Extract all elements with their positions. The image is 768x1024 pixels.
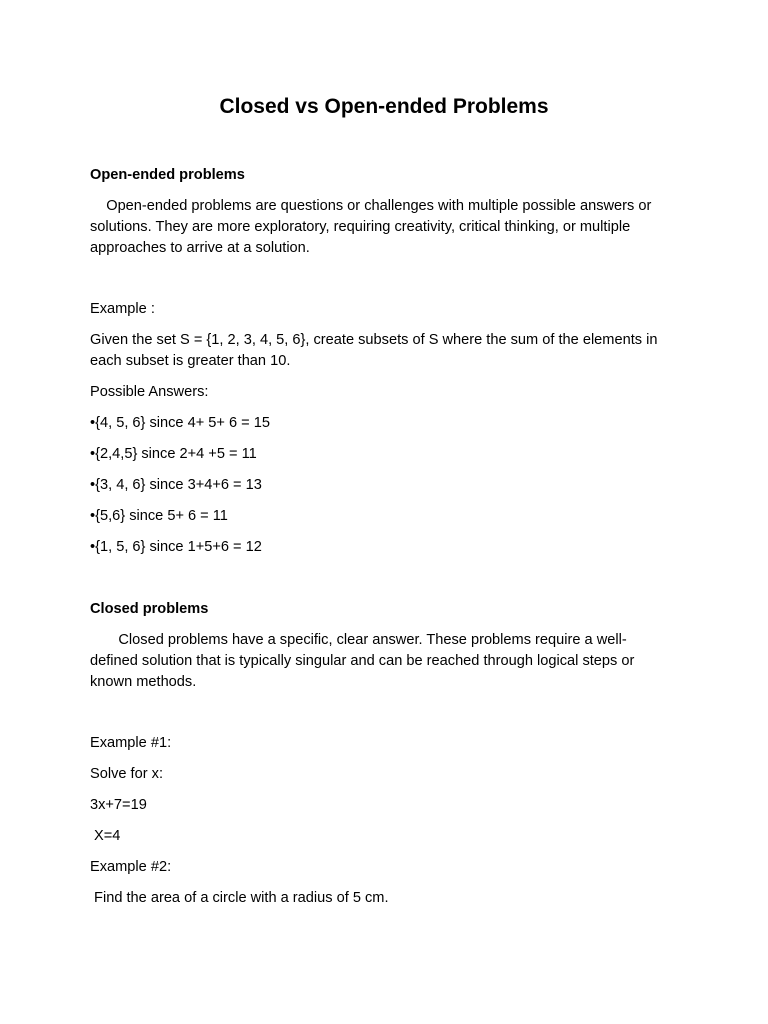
closed-paragraph-line-2: defined solution that is typically singular and can be reached through logical steps or [90, 653, 635, 669]
answer-item-3: •{3, 4, 6} since 3+4+6 = 13 [90, 477, 262, 493]
closed-example2-label: Example #2: [90, 859, 172, 875]
open-ended-paragraph-line-1: Open-ended problems are questions or challenges with multiple possible answers or [90, 198, 652, 214]
open-example-line-1: Given the set S = {1, 2, 3, 4, 5, 6}, create subsets of S where the sum of the elements in [90, 332, 658, 348]
open-ended-paragraph-line-2: solutions. They are more exploratory, requiring creativity, critical thinking, or multiple [90, 219, 631, 235]
closed-paragraph-line-1: Closed problems have a specific, clear answer. These problems require a well- [90, 632, 627, 648]
page-title: Closed vs Open-ended Problems [219, 95, 549, 118]
open-ended-paragraph-line-3: approaches to arrive at a solution. [90, 240, 310, 256]
closed-example1-line-3: X=4 [90, 828, 121, 844]
closed-example1-line-1: Solve for x: [90, 766, 163, 782]
closed-example1-line-2: 3x+7=19 [90, 797, 147, 813]
possible-answers-label: Possible Answers: [90, 384, 209, 400]
open-example-label: Example : [90, 301, 155, 317]
answer-item-1: •{4, 5, 6} since 4+ 5+ 6 = 15 [90, 415, 270, 431]
open-ended-heading: Open-ended problems [90, 167, 245, 183]
closed-example2-text: Find the area of a circle with a radius of 5 cm. [90, 890, 389, 906]
answer-item-4: •{5,6} since 5+ 6 = 11 [90, 508, 228, 524]
answer-item-2: •{2,4,5} since 2+4 +5 = 11 [90, 446, 257, 462]
answer-item-5: •{1, 5, 6} since 1+5+6 = 12 [90, 539, 262, 555]
closed-example1-label: Example #1: [90, 735, 172, 751]
closed-paragraph-line-3: known methods. [90, 674, 197, 690]
open-example-line-2: each subset is greater than 10. [90, 353, 291, 369]
closed-heading: Closed problems [90, 601, 209, 617]
